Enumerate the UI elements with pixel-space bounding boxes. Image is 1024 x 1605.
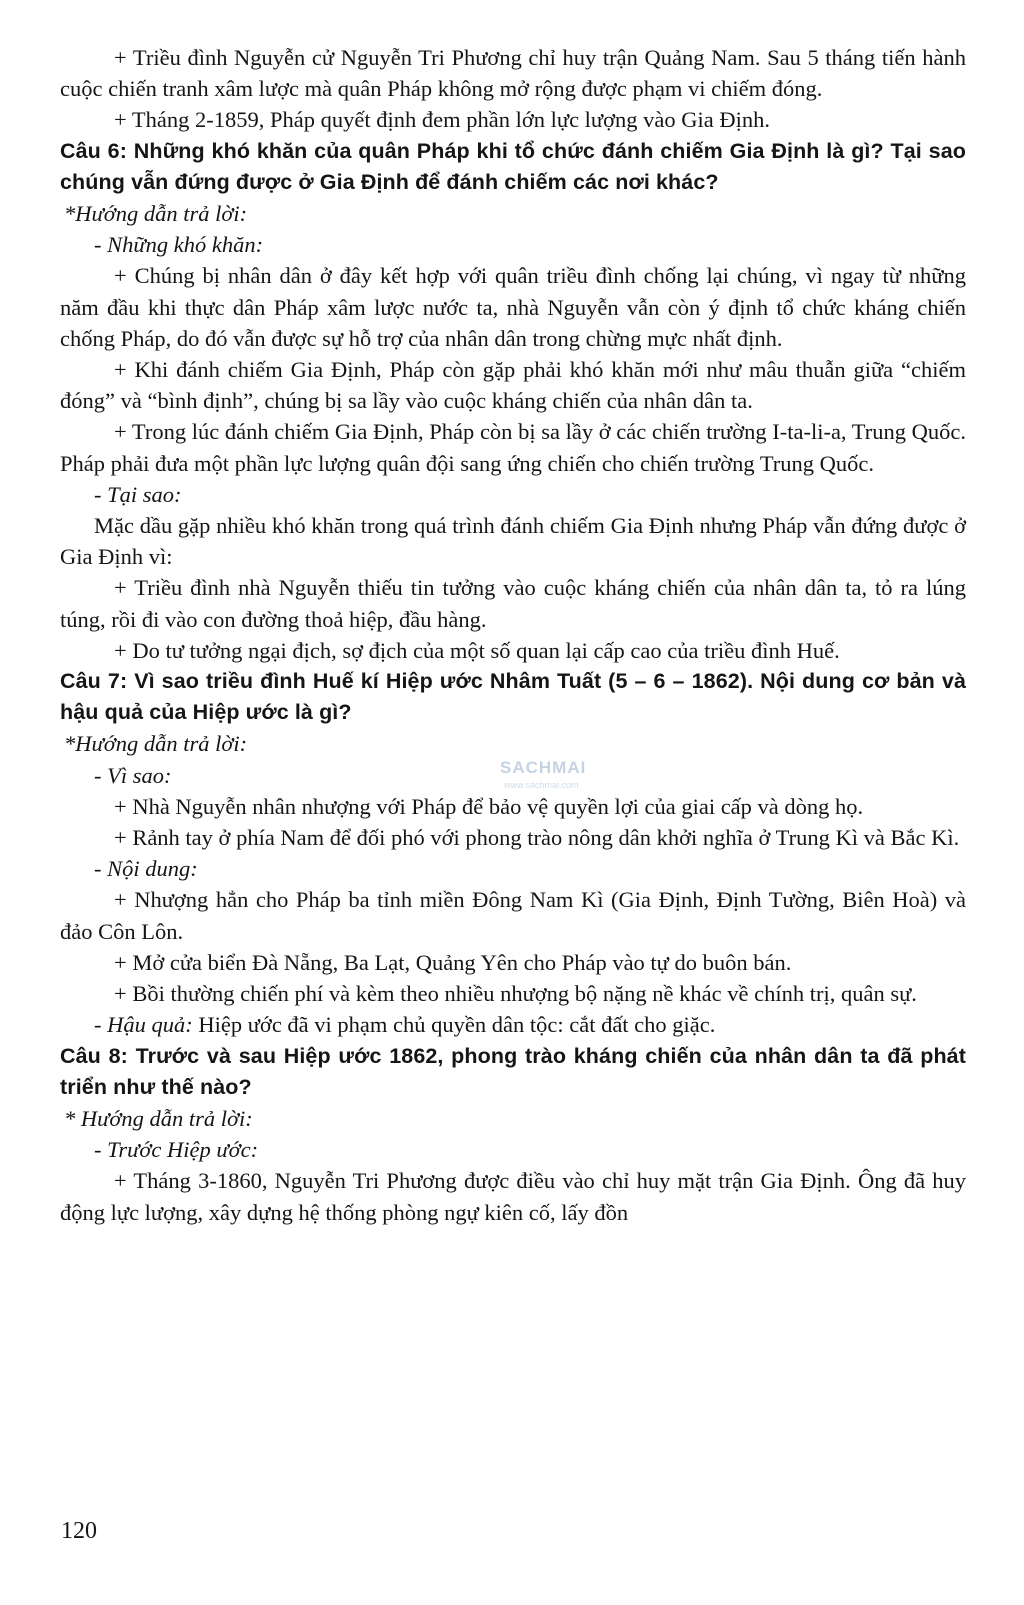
- page-number: 120: [61, 1518, 97, 1544]
- subsection-label: - Hậu quả:: [94, 1012, 193, 1038]
- body-paragraph: Mặc dầu gặp nhiều khó khăn trong quá trình đánh chiếm Gia Định nhưng Pháp vẫn đứng được ở Gia Định vì:: [60, 513, 966, 570]
- watermark-brand: SACHMAI: [500, 758, 587, 777]
- subsection-label: - Trước Hiệp ước:: [94, 1137, 259, 1163]
- body-paragraph: + Tháng 2-1859, Pháp quyết định đem phần lớn lực lượng vào Gia Định.: [114, 107, 770, 133]
- subsection-label: - Tại sao:: [94, 481, 182, 507]
- body-paragraph: + Chúng bị nhân dân ở đây kết hợp với quân triều đình chống lại chúng, vì ngay từ những năm đầu khi thực dân Pháp xâm lược nước ta, nhà Nguyễn vẫn còn ý định tổ chức kháng chiến chống Pháp, do đó vẫn được sự hỗ trợ của nhân dân trong chừng mực nhất định.: [60, 263, 966, 351]
- subsection-label: - Vì sao:: [94, 762, 172, 788]
- subsection-label: - Nội dung:: [94, 856, 198, 882]
- watermark-logo: [500, 758, 610, 798]
- body-paragraph: + Triều đình nhà Nguyễn thiếu tin tưởng vào cuộc kháng chiến của nhân dân ta, tỏ ra lúng túng, rồi đi vào con đường thoả hiệp, đầu hàng.: [60, 575, 966, 632]
- answer-guide-label: *Hướng dẫn trả lời:: [64, 201, 248, 227]
- consequence-paragraph: [60, 1009, 966, 1040]
- body-paragraph: + Bồi thường chiến phí và kèm theo nhiều nhượng bộ nặng nề khác về chính trị, quân sự.: [114, 981, 917, 1007]
- body-paragraph: + Triều đình Nguyễn cử Nguyễn Tri Phương chỉ huy trận Quảng Nam. Sau 5 tháng tiến hành cuộc chiến tranh xâm lược mà quân Pháp không mở rộng được phạm vi chiếm đóng.: [60, 45, 966, 102]
- body-paragraph: + Trong lúc đánh chiếm Gia Định, Pháp còn bị sa lầy ở các chiến trường I-ta-li-a, Trung Quốc. Pháp phải đưa một phần lực lượng quân đội sang ứng chiến cho chiến trường Trung Quốc.: [60, 419, 966, 476]
- body-paragraph: + Tháng 3-1860, Nguyễn Tri Phương được điều vào chỉ huy mặt trận Gia Định. Ông đã huy động lực lượng, xây dựng hệ thống phòng ngự kiên cố, lấy đồn: [60, 1168, 966, 1225]
- body-paragraph: + Nhượng hẳn cho Pháp ba tỉnh miền Đông Nam Kì (Gia Định, Định Tường, Biên Hoà) và đảo Côn Lôn.: [60, 887, 966, 944]
- question-heading: Câu 7: Vì sao triều đình Huế kí Hiệp ước Nhâm Tuất (5 – 6 – 1862). Nội dung cơ bản và hậu quả của Hiệp ước là gì?: [60, 669, 966, 725]
- body-paragraph: + Khi đánh chiếm Gia Định, Pháp còn gặp phải khó khăn mới như mâu thuẫn giữa “chiếm đóng” và “bình định”, chúng bị sa lầy vào cuộc kháng chiến của nhân dân ta.: [60, 357, 966, 414]
- consequence-text: Hiệp ước đã vi phạm chủ quyền dân tộc: cắt đất cho giặc.: [192, 1012, 716, 1038]
- answer-guide-label: *Hướng dẫn trả lời:: [64, 731, 248, 757]
- answer-guide-label: * Hướng dẫn trả lời:: [64, 1105, 253, 1131]
- question-heading: Câu 6: Những khó khăn của quân Pháp khi tổ chức đánh chiếm Gia Định là gì? Tại sao chúng vẫn đứng được ở Gia Định để đánh chiếm các nơi khác?: [60, 138, 966, 194]
- watermark-url: www.sachmai.com: [504, 780, 579, 790]
- body-paragraph: + Do tư tưởng ngại địch, sợ địch của một số quan lại cấp cao của triều đình Huế.: [114, 637, 840, 663]
- body-paragraph: + Nhà Nguyễn nhân nhượng với Pháp để bảo vệ quyền lợi của giai cấp và dòng họ.: [114, 793, 864, 819]
- body-paragraph: + Mở cửa biển Đà Nẵng, Ba Lạt, Quảng Yên cho Pháp vào tự do buôn bán.: [114, 949, 792, 975]
- body-paragraph: + Rảnh tay ở phía Nam để đối phó với phong trào nông dân khởi nghĩa ở Trung Kì và Bắc Kì.: [114, 825, 960, 851]
- question-heading: Câu 8: Trước và sau Hiệp ước 1862, phong trào kháng chiến của nhân dân ta đã phát triển như thế nào?: [60, 1043, 966, 1099]
- subsection-label: - Những khó khăn:: [94, 232, 264, 258]
- page-text-block: [60, 42, 966, 1228]
